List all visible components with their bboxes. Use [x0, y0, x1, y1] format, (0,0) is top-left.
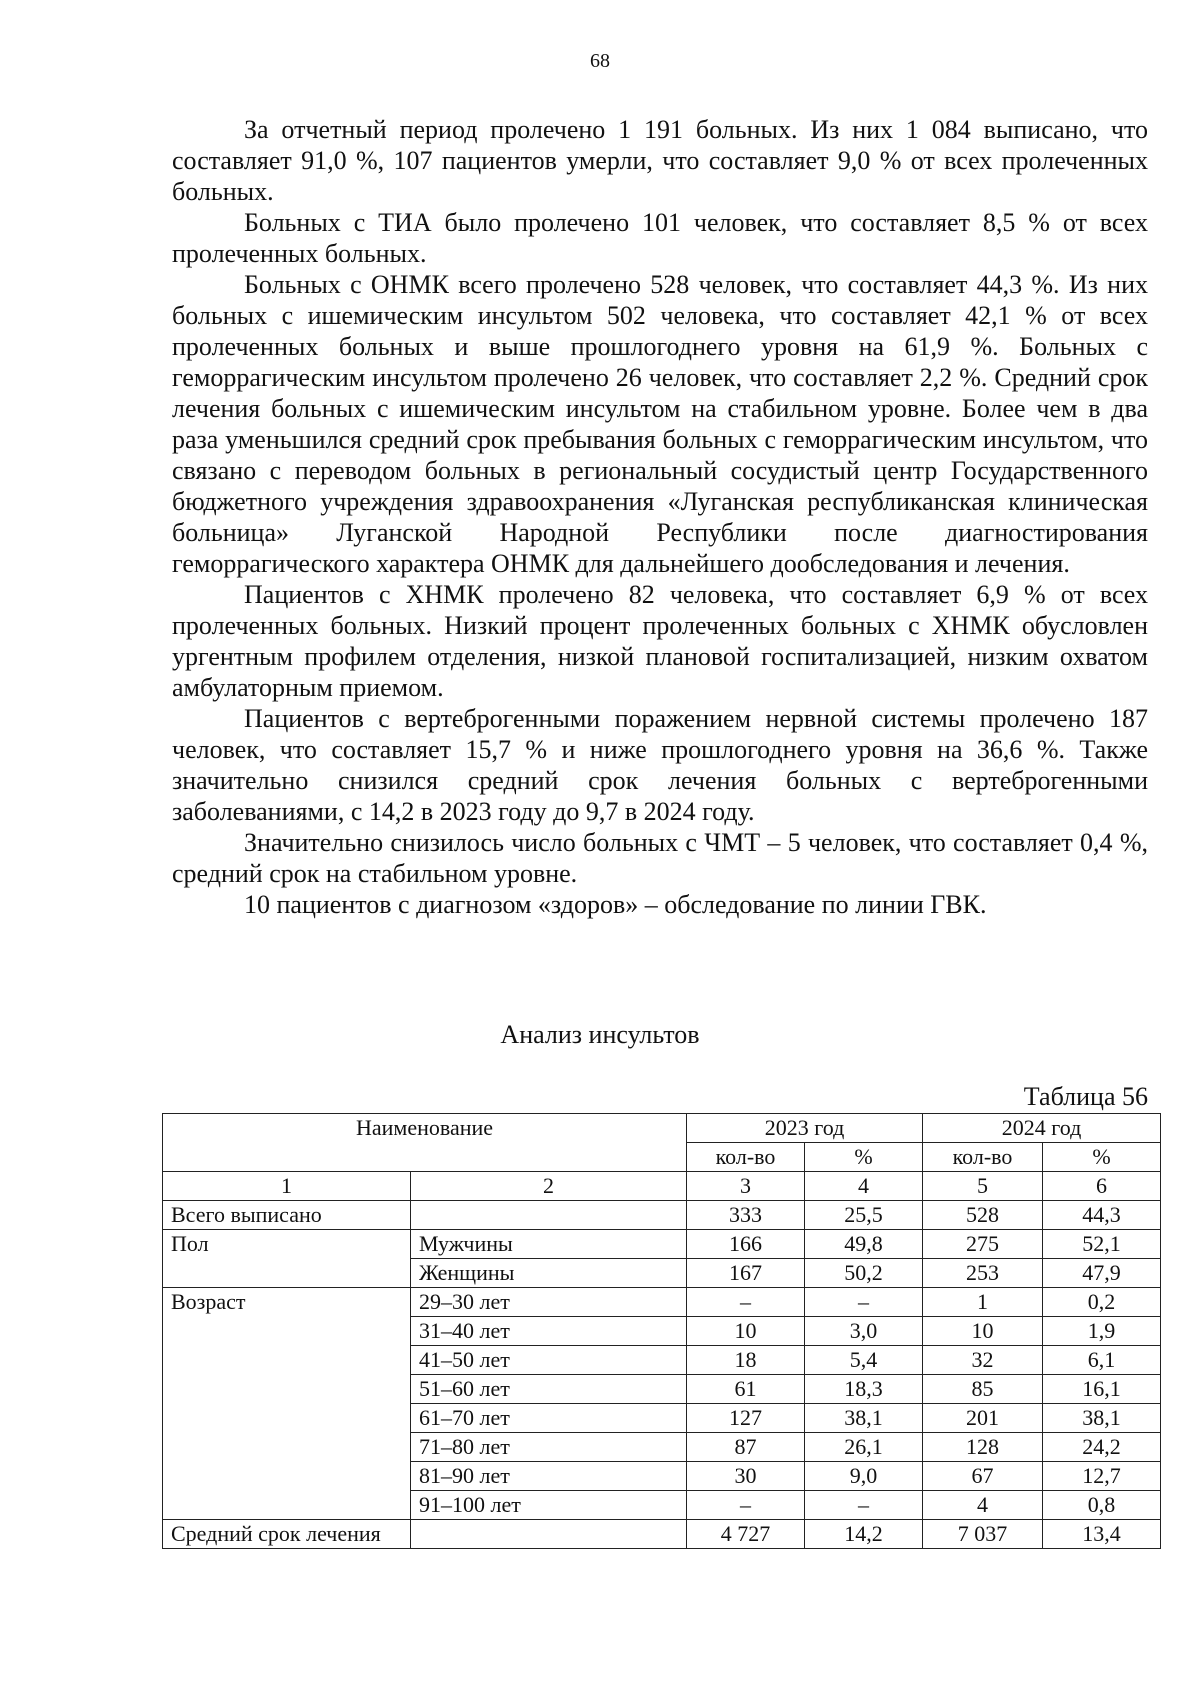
header-year-2024: 2024 год	[923, 1114, 1161, 1143]
cell-value: 24,2	[1043, 1433, 1161, 1462]
cell-value: 4	[923, 1491, 1043, 1520]
cell-value: 9,0	[805, 1462, 923, 1491]
cell-value: 30	[687, 1462, 805, 1491]
paragraph: 10 пациентов с диагнозом «здоров» – обследование по линии ГВК.	[244, 890, 987, 919]
column-number: 3	[687, 1172, 805, 1201]
header-percent: %	[805, 1143, 923, 1172]
stroke-analysis-table	[162, 1113, 1161, 1549]
table-row	[163, 1230, 1161, 1259]
cell-value: 167	[687, 1259, 805, 1288]
cell-value: 1	[923, 1288, 1043, 1317]
cell-value: 10	[687, 1317, 805, 1346]
row-name: Пол	[163, 1230, 411, 1288]
cell-value: 25,5	[805, 1201, 923, 1230]
cell-value: 4 727	[687, 1520, 805, 1549]
cell-value: –	[687, 1288, 805, 1317]
paragraph: Больных с ТИА было пролечено 101 человек, что составляет 8,5 % от всех пролеченных больных.	[172, 208, 1148, 268]
paragraph: За отчетный период пролечено 1 191 больных. Из них 1 084 выписано, что составляет 91,0 %, 107 пациентов умерли, что составляет 9,0 % от всех пролеченных больных.	[172, 115, 1148, 206]
header-year-2023: 2023 год	[687, 1114, 923, 1143]
column-number: 6	[1043, 1172, 1161, 1201]
cell-value: 128	[923, 1433, 1043, 1462]
cell-value: 38,1	[805, 1404, 923, 1433]
cell-value: 52,1	[1043, 1230, 1161, 1259]
cell-value: 201	[923, 1404, 1043, 1433]
header-percent: %	[1043, 1143, 1161, 1172]
cell-value: 3,0	[805, 1317, 923, 1346]
cell-value: 61	[687, 1375, 805, 1404]
cell-value: 5,4	[805, 1346, 923, 1375]
cell-value: 50,2	[805, 1259, 923, 1288]
table-row	[163, 1520, 1161, 1549]
cell-value: 0,8	[1043, 1491, 1161, 1520]
section-title: Анализ инсультов	[500, 1020, 700, 1049]
row-sublabel: 51–60 лет	[411, 1375, 687, 1404]
body-text	[172, 114, 1148, 920]
cell-value: 10	[923, 1317, 1043, 1346]
cell-value: –	[687, 1491, 805, 1520]
cell-value: 67	[923, 1462, 1043, 1491]
row-sublabel: 91–100 лет	[411, 1491, 687, 1520]
table-header-row	[163, 1114, 1161, 1143]
paragraph: Пациентов с вертеброгенными поражением нервной системы пролечено 187 человек, что составляет 15,7 % и ниже прошлогоднего уровня на 36,6 %. Также значительно снизился средний срок лечения больных с вертеброгенными заболеваниями, с 14,2 в 2023 году до 9,7 в 2024 году.	[172, 704, 1148, 826]
cell-value: 166	[687, 1230, 805, 1259]
paragraph: Больных с ОНМК всего пролечено 528 человек, что составляет 44,3 %. Из них больных с ишемическим инсультом 502 человека, что составляет 42,1 % от всех пролеченных больных и выше прошлогоднего уровня на 61,9 %. Больных с геморрагическим инсультом пролечено 26 человек, что составляет 2,2 %. Средний срок лечения больных с ишемическим инсультом на стабильном уровне. Более чем в два раза уменьшился средний срок пребывания больных с геморрагическим инсультом, что связано с переводом больных в региональный сосудистый центр Государственного бюджетного учреждения здравоохранения «Луганская республиканская клиническая больница» Луганской Народной Республики после диагностирования геморрагического характера ОНМК для дальнейшего дообследования и лечения.	[172, 270, 1148, 578]
cell-value: 6,1	[1043, 1346, 1161, 1375]
cell-value: 87	[687, 1433, 805, 1462]
table-row	[163, 1201, 1161, 1230]
cell-value: –	[805, 1491, 923, 1520]
row-name: Всего выписано	[163, 1201, 411, 1230]
cell-value: 333	[687, 1201, 805, 1230]
column-number-row	[163, 1172, 1161, 1201]
column-number: 5	[923, 1172, 1043, 1201]
row-sublabel: Женщины	[411, 1259, 687, 1288]
row-sublabel	[411, 1201, 687, 1230]
row-sublabel: 31–40 лет	[411, 1317, 687, 1346]
cell-value: 16,1	[1043, 1375, 1161, 1404]
column-number: 2	[411, 1172, 687, 1201]
table-row	[163, 1288, 1161, 1317]
cell-value: 32	[923, 1346, 1043, 1375]
column-number: 4	[805, 1172, 923, 1201]
cell-value: 7 037	[923, 1520, 1043, 1549]
paragraph: Значительно снизилось число больных с ЧМТ – 5 человек, что составляет 0,4 %, средний срок на стабильном уровне.	[172, 828, 1148, 888]
cell-value: 47,9	[1043, 1259, 1161, 1288]
cell-value: 275	[923, 1230, 1043, 1259]
cell-value: 1,9	[1043, 1317, 1161, 1346]
header-count: кол-во	[923, 1143, 1043, 1172]
header-name: Наименование	[163, 1114, 687, 1172]
cell-value: 44,3	[1043, 1201, 1161, 1230]
column-number: 1	[163, 1172, 411, 1201]
row-sublabel: 71–80 лет	[411, 1433, 687, 1462]
paragraph: Пациентов с ХНМК пролечено 82 человека, что составляет 6,9 % от всех пролеченных больных. Низкий процент пролеченных больных с ХНМК обусловлен ургентным профилем отделения, низкой плановой госпитализацией, низким охватом амбулаторным приемом.	[172, 580, 1148, 702]
cell-value: 49,8	[805, 1230, 923, 1259]
cell-value: 12,7	[1043, 1462, 1161, 1491]
cell-value: 85	[923, 1375, 1043, 1404]
cell-value: 0,2	[1043, 1288, 1161, 1317]
row-sublabel: 81–90 лет	[411, 1462, 687, 1491]
cell-value: 18	[687, 1346, 805, 1375]
cell-value: 528	[923, 1201, 1043, 1230]
row-sublabel: 61–70 лет	[411, 1404, 687, 1433]
row-name: Средний срок лечения	[163, 1520, 411, 1549]
row-name: Возраст	[163, 1288, 411, 1520]
cell-value: 14,2	[805, 1520, 923, 1549]
cell-value: 26,1	[805, 1433, 923, 1462]
row-sublabel: 41–50 лет	[411, 1346, 687, 1375]
cell-value: –	[805, 1288, 923, 1317]
row-sublabel: Мужчины	[411, 1230, 687, 1259]
row-sublabel	[411, 1520, 687, 1549]
header-count: кол-во	[687, 1143, 805, 1172]
cell-value: 127	[687, 1404, 805, 1433]
cell-value: 18,3	[805, 1375, 923, 1404]
page-number: 68	[590, 50, 610, 72]
row-sublabel: 29–30 лет	[411, 1288, 687, 1317]
table-label: Таблица 56	[1023, 1082, 1148, 1111]
cell-value: 253	[923, 1259, 1043, 1288]
cell-value: 13,4	[1043, 1520, 1161, 1549]
cell-value: 38,1	[1043, 1404, 1161, 1433]
